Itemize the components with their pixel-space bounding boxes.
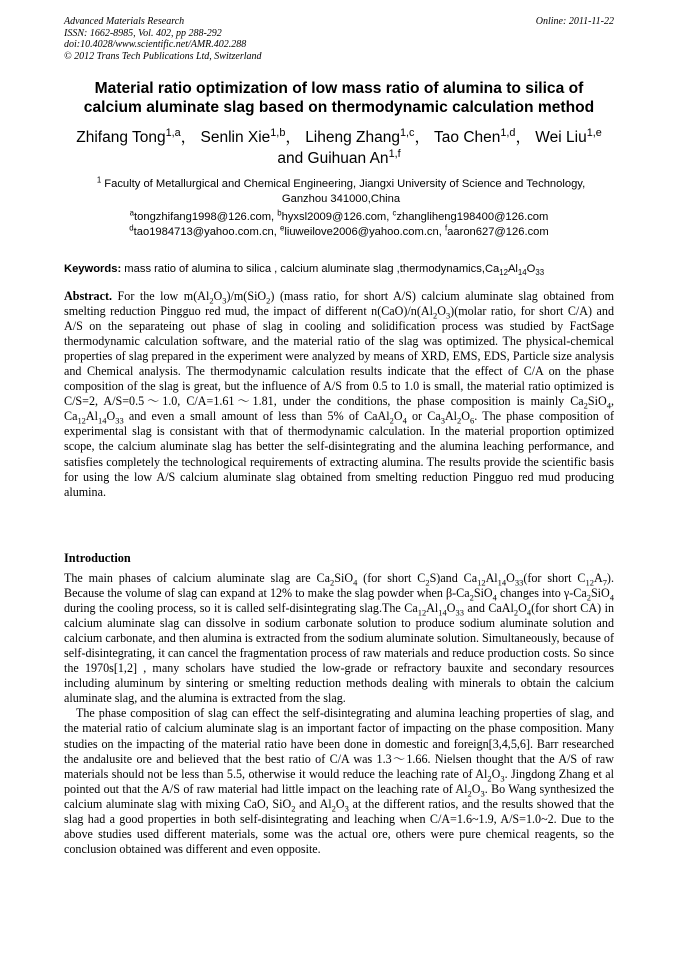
author-emails <box>64 210 614 240</box>
email: tongzhifang1998@126.com, <box>134 211 278 223</box>
author-sup: 1,b <box>270 126 286 139</box>
intro-paragraph-2: The phase composition of slag can effect the self-disintegrating and alumina leaching properties of slag, and the material ratio of calcium aluminate slag is an important factor of impacting on the phase composition. Many studies on the impacting of the material ratio have been done in domestic and foreign[3,4,5,6]. Barr researched the andalusite ore and believed that the best ratio of C/A was 1.3～1.66. Nielsen thought that the A/S of raw materials should not be less than 5.5, otherwise it would reduce the leaching rate of $Al_2O_3$. Jingdong Zhang et al pointed out that the A/S of raw material had little impact on the leaching rate of $Al_2O_3$. Bo Wang synthesized the calcium aluminate slag with mixing CaO, SiO$_2$ and $Al_2O_3$ at the different ratios, and the results showed that the slag had a good properties in both self-disintegrating and leaching when C/A=1.6~1.9, A/S=1.0~2. Due to the above studies used different materials, some was the actual ore, others were pure chemical reagents, so the conclusion obtained was different and even opposite. <box>64 706 614 856</box>
author-name: Liheng Zhang <box>305 129 400 146</box>
online-date: Online: 2011-11-22 <box>535 16 614 27</box>
copyright: © 2012 Trans Tech Publications Ltd, Switzerland <box>64 50 262 62</box>
email: aaron627@126.com <box>447 226 549 238</box>
author-list <box>40 127 638 169</box>
author-sep: ， <box>285 129 301 146</box>
affiliation-line-1: Faculty of Metallurgical and Chemical Engineering, Jiangxi University of Science and Technology, <box>101 178 586 190</box>
abstract-label: Abstract. <box>64 289 113 303</box>
email: liuweilove2006@yahoo.com.cn, <box>284 226 445 238</box>
paper-title <box>40 79 638 117</box>
affiliation <box>64 177 618 206</box>
email-sup: a <box>129 208 135 218</box>
section-heading-introduction: Introduction <box>64 551 131 565</box>
intro-paragraph-1: The main phases of calcium aluminate slag are $Ca_2SiO_4$ (for short $C_2S)and$ $Ca_{12}Al_{14}O_{33}(for$ short $C_{12}A_7$). Because the volume of slag can expand at 12% to make the slag powder when $\beta-Ca_2SiO_4$ changes into $\gamma-Ca_2SiO_4$ during the cooling process, so it is called self-disintegrating slag.The $Ca_{12}Al_{14}O_{33}$ and $CaAl_2O_4(for$ short CA) in calcium aluminate slag can dissolve in sodium carbonate solution to produce sodium aluminate solution and calcium carbonate, and then alumina is extracted from the sodium aluminate solution. Simultaneously, because of self-disintegrating, it can cancel the fragmentation process of raw materials and reduce production costs. So since the 1970s[1,2] , many scholars have studied the low-grade or refractory bauxite and secondary resources including aluminum by sintering or smelting reduction methods dealing with minerals to obtain the calcium aluminate slag, and the alumina is extracted from the slag. <box>64 571 615 706</box>
author-name: Wei Liu <box>535 129 587 146</box>
title-line-1: Material ratio optimization of low mass ratio of alumina to silica of <box>94 80 584 97</box>
email-sup: b <box>277 208 282 218</box>
author-name: Tao Chen <box>434 129 501 146</box>
author-sup: 1,f <box>388 147 401 160</box>
author-name: Senlin Xie <box>200 129 271 146</box>
affiliation-sup: 1 <box>96 175 102 185</box>
affiliation-line-2: Ganzhou 341000,China <box>281 192 401 205</box>
email-sup: f <box>444 223 448 233</box>
keywords-text: mass ratio of alumina to silica , calcium aluminate slag ,thermodynamics,Ca <box>121 263 500 275</box>
journal-header <box>64 16 262 62</box>
introduction-body <box>64 571 614 857</box>
doi: doi:10.4028/www.scientific.net/AMR.402.288 <box>64 39 247 50</box>
journal-name: Advanced Materials Research <box>64 16 185 27</box>
abstract: Abstract. For the low $m(Al_2O_3)/m(SiO_2)$ (mass ratio, for short A/S) calcium aluminate slag obtained from smelting reduction Pingguo red mud, the impact of different $n(CaO)/n(Al_2O_3)(molar$ ratio, for short C/A) and A/S on the separateing out phase of slag in cooling and solidification process was studied by FactSage thermodynamic calculation software, and the material ratio of the slag was optimized. The physical-chemical properties of slag prepared in the experiment were analyzed by means of XRD, EMS, EDS, Particle size analysis and Chemical analysis. The thermodynamic calculation results indicate that the effect of C/A on the phase composition of the slag is great, but the influence of A/S from 0.5 to 1.0 is small, the material ratio optimized is C/S=2, A/S=0.5～1.0, C/A=1.61～1.81, under the conditions, the phase composition is mainly $Ca_2SiO_4$, $Ca_{12}Al_{14}O_{33}$ and even a small amount of less than 5% of $CaAl_2O_4$ or $Ca_3Al_2O_6$. The phase composition of experimental slag is consistant with that of thermodynamic calculation. In the material proportion optimized scope, the calcium aluminate slag has better the self-disintegrating and the alumina leaching performance, and satisfies completely the technological requirements of extracting alumina. The results provide the scientific basis for using the low A/S calcium aluminate slag obtained from smelting reduction Pingguo red mud producing alumina. <box>64 289 615 499</box>
author-line-2 <box>40 148 638 169</box>
author-sup: 1,a <box>165 126 181 139</box>
author-line-1 <box>40 127 638 148</box>
author-sup: 1,e <box>586 126 602 139</box>
author-name: and Guihuan An <box>277 150 389 167</box>
title-line-2: calcium aluminate slag based on thermodynamic calculation method <box>83 99 595 116</box>
author-sep: ， <box>515 129 531 146</box>
author-sup: 1,c <box>400 126 415 139</box>
email: tao1984713@yahoo.com.cn, <box>133 226 280 238</box>
email: hyxsl2009@126.com, <box>281 211 393 223</box>
author-sup: 1,d <box>500 126 516 139</box>
keywords-label: Keywords: <box>64 263 122 275</box>
email-sup: e <box>279 223 285 233</box>
email: zhangliheng198400@126.com <box>396 211 549 223</box>
email-sup: c <box>392 208 397 218</box>
email-sup: d <box>129 223 134 233</box>
author-name: Zhifang Tong <box>76 129 166 146</box>
author-sep: ， <box>414 129 430 146</box>
issn: ISSN: 1662-8985, Vol. 402, pp 288-292 <box>64 27 222 39</box>
author-sep: ， <box>180 129 197 146</box>
keywords: Keywords: mass ratio of alumina to silica , calcium aluminate slag $,thermodynamics,Ca_{12}Al_{14}O_{33}$ <box>64 263 545 278</box>
